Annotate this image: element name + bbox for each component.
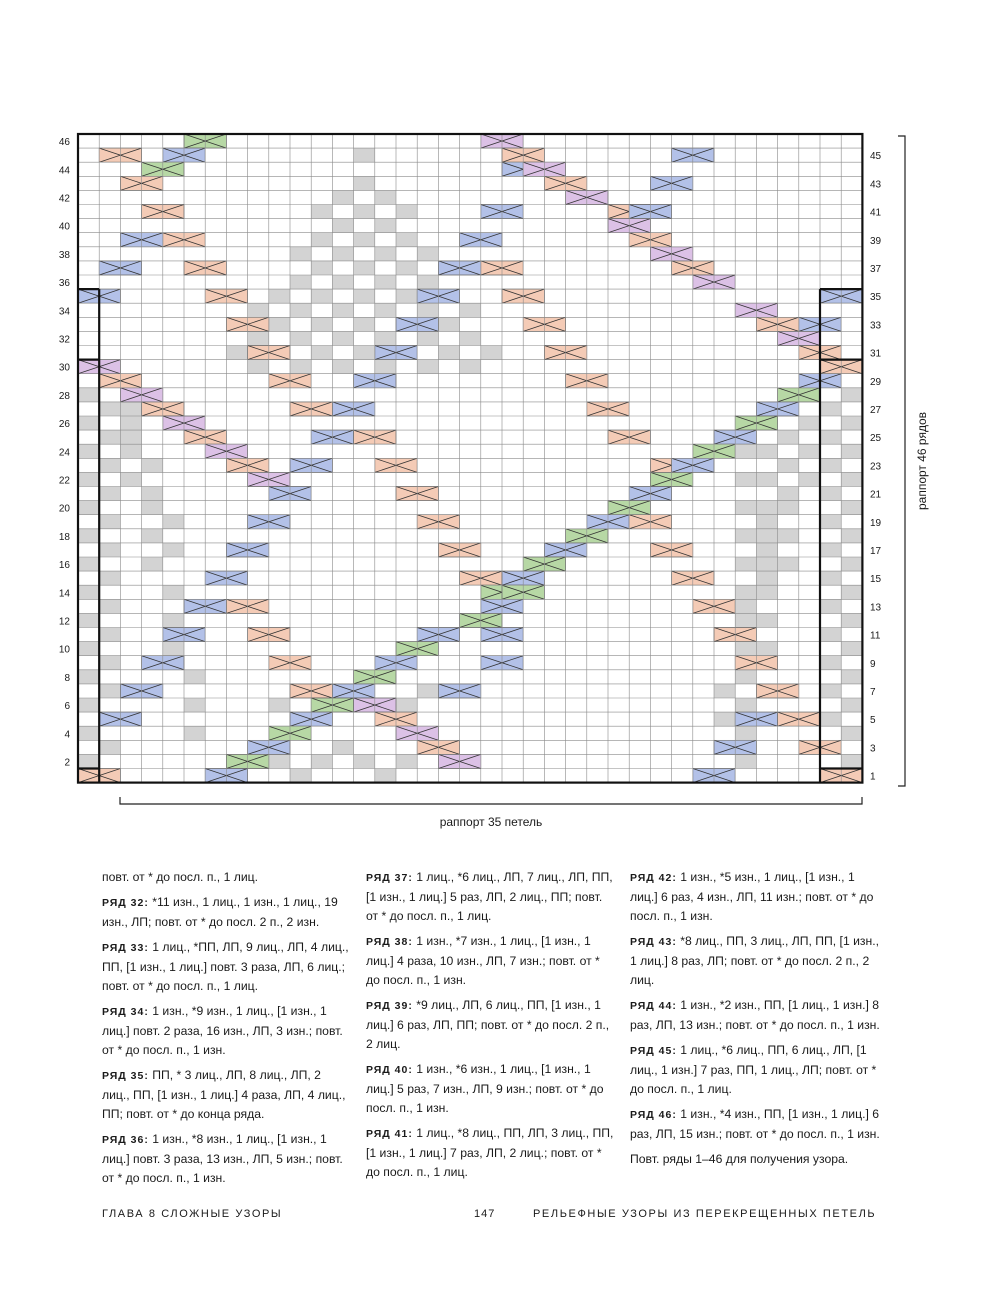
shaded-cell <box>735 444 756 458</box>
shaded-cell <box>841 472 862 486</box>
shaded-cell <box>841 670 862 684</box>
shaded-cell <box>332 275 353 289</box>
shaded-cell <box>78 698 99 712</box>
shaded-cell <box>375 331 396 345</box>
row-label: РЯД 32: <box>102 897 149 909</box>
row-label: РЯД 43: <box>630 936 677 948</box>
shaded-cell <box>799 444 820 458</box>
shaded-cell <box>78 642 99 656</box>
shaded-cell <box>269 289 290 303</box>
shaded-cell <box>820 712 841 726</box>
row-text: 1 изн., *4 изн., ПП, [1 изн., 1 лиц.] 6 раз, ЛП, 15 изн.; повт. от * до посл. п., 1 изн. <box>630 1107 880 1141</box>
row-number-right: 37 <box>870 264 882 275</box>
row-numbers-left <box>59 137 71 768</box>
row-label: РЯД 37: <box>366 872 413 884</box>
shaded-cell <box>820 402 841 416</box>
shaded-cell <box>354 148 375 162</box>
shaded-cell <box>99 487 120 501</box>
shaded-cell <box>78 613 99 627</box>
row-number-right: 39 <box>870 235 882 247</box>
shaded-cell <box>820 430 841 444</box>
shaded-cell <box>290 247 311 261</box>
shaded-cell <box>332 331 353 345</box>
shaded-cell <box>311 317 332 331</box>
shaded-cell <box>163 613 184 627</box>
shaded-cell <box>78 557 99 571</box>
row-text: повт. от * до посл. п., 1 лиц. <box>102 870 259 884</box>
shaded-cell <box>756 444 777 458</box>
shaded-cell <box>163 642 184 656</box>
shaded-cell <box>417 303 438 317</box>
shaded-cell <box>735 557 756 571</box>
shaded-cell <box>78 388 99 402</box>
row-label: РЯД 46: <box>630 1109 677 1121</box>
row-number-right: 45 <box>870 151 882 163</box>
shaded-cell <box>142 487 163 501</box>
shaded-cell <box>778 458 799 472</box>
row-number-right: 31 <box>870 348 882 360</box>
shaded-cell <box>354 261 375 275</box>
shaded-cell <box>99 628 120 642</box>
shaded-cell <box>354 289 375 303</box>
shaded-cell <box>820 543 841 557</box>
shaded-cell <box>290 769 311 783</box>
shaded-cell <box>311 233 332 247</box>
row-number-left: 42 <box>58 193 70 205</box>
shaded-cell <box>778 487 799 501</box>
row-label: РЯД 45: <box>630 1045 677 1057</box>
section-footer: РЕЛЬЕФНЫЕ УЗОРЫ ИЗ ПЕРЕКРЕЩЕННЫХ ПЕТЕЛЬ <box>533 1208 877 1220</box>
row-label: РЯД 44: <box>630 1000 677 1012</box>
shaded-cell <box>78 472 99 486</box>
shaded-cell <box>460 331 481 345</box>
shaded-cell <box>714 684 735 698</box>
shaded-cell <box>78 416 99 430</box>
shaded-cell <box>841 698 862 712</box>
row-number-right: 35 <box>870 292 882 304</box>
row-label: РЯД 40: <box>366 1064 413 1076</box>
shaded-cell <box>756 529 777 543</box>
row-number-left: 12 <box>58 616 70 628</box>
row-numbers-right <box>870 151 882 782</box>
shaded-cell <box>820 628 841 642</box>
shaded-cell <box>714 712 735 726</box>
shaded-cell <box>248 360 269 374</box>
instruction-paragraph <box>366 932 616 990</box>
row-repeat-label: раппорт 46 рядов <box>915 411 929 511</box>
row-label: РЯД 41: <box>366 1128 413 1140</box>
instruction-paragraph <box>102 1066 352 1124</box>
shaded-cell <box>99 599 120 613</box>
instruction-paragraph <box>630 932 880 990</box>
row-text: 1 изн., *9 изн., 1 лиц., [1 изн., 1 лиц.] повт. 2 раза, 16 изн., ЛП, 3 изн.; повт. от * до посл. п., 1 изн. <box>102 1004 343 1057</box>
shaded-cell <box>120 416 141 430</box>
shaded-cell <box>226 346 247 360</box>
shaded-cell <box>184 698 205 712</box>
shaded-cell <box>120 430 141 444</box>
shaded-cell <box>460 303 481 317</box>
instruction-paragraph <box>102 1130 352 1188</box>
shaded-cell <box>332 360 353 374</box>
shaded-cell <box>99 430 120 444</box>
row-text: 1 изн., *6 изн., 1 лиц., [1 изн., 1 лиц.] 5 раз, 7 изн., ЛП, 9 изн.; повт. от * до посл. п., 1 изн. <box>366 1062 604 1115</box>
shaded-cell <box>396 754 417 768</box>
row-number-left: 32 <box>58 334 70 346</box>
shaded-cell <box>332 190 353 204</box>
shaded-cell <box>735 698 756 712</box>
shaded-cell <box>269 317 290 331</box>
shaded-cell <box>841 726 862 740</box>
shaded-cell <box>735 642 756 656</box>
row-text: *9 лиц., ЛП, 6 лиц., ПП, [1 изн., 1 лиц.] 6 раз, ЛП, ПП; повт. от * до посл. 2 п., 2 лиц. <box>366 998 610 1051</box>
shaded-cell <box>248 303 269 317</box>
row-number-left: 2 <box>64 757 70 769</box>
shaded-cell <box>799 472 820 486</box>
shaded-cell <box>799 416 820 430</box>
instructions-column-3 <box>630 868 880 1175</box>
shaded-cell <box>290 303 311 317</box>
shaded-cell <box>735 472 756 486</box>
row-number-right: 13 <box>870 602 882 614</box>
shaded-cell <box>99 402 120 416</box>
row-number-left: 34 <box>58 306 70 318</box>
shaded-cell <box>438 346 459 360</box>
shaded-cell <box>841 501 862 515</box>
instructions-column-2 <box>366 868 616 1188</box>
shaded-cell <box>841 613 862 627</box>
instruction-paragraph <box>366 1060 616 1118</box>
shaded-cell <box>99 740 120 754</box>
shaded-cell <box>78 754 99 768</box>
row-number-right: 27 <box>870 405 882 416</box>
shaded-cell <box>396 233 417 247</box>
shaded-cell <box>417 275 438 289</box>
row-number-right: 33 <box>870 320 882 332</box>
row-number-left: 16 <box>58 560 70 572</box>
instructions-column-1 <box>102 868 352 1194</box>
shaded-cell <box>184 726 205 740</box>
row-number-left: 22 <box>58 475 70 487</box>
shaded-cell <box>120 402 141 416</box>
row-text: 1 лиц., *8 лиц., ПП, ЛП, 3 лиц., ПП, [1 изн., 1 лиц.] 7 раз, ЛП, 2 лиц.; повт. от * до посл. п., 1 лиц. <box>366 1126 614 1179</box>
stitch-repeat-label: раппорт 35 петель <box>439 815 543 829</box>
shaded-cell <box>120 444 141 458</box>
shaded-cell <box>163 585 184 599</box>
instruction-paragraph <box>630 1105 880 1144</box>
shaded-cell <box>142 458 163 472</box>
shaded-cell <box>820 656 841 670</box>
row-number-right: 25 <box>870 433 882 445</box>
row-number-left: 46 <box>58 137 70 149</box>
shaded-cell <box>78 585 99 599</box>
row-number-left: 10 <box>58 644 70 656</box>
shaded-cell <box>142 557 163 571</box>
shaded-cell <box>375 275 396 289</box>
shaded-cell <box>99 684 120 698</box>
row-number-right: 1 <box>870 771 876 783</box>
shaded-cell <box>163 543 184 557</box>
shaded-cell <box>99 543 120 557</box>
shaded-cell <box>78 529 99 543</box>
shaded-cell <box>735 529 756 543</box>
chapter-footer: ГЛАВА 8 СЛОЖНЫЕ УЗОРЫ <box>102 1208 283 1220</box>
shaded-cell <box>184 670 205 684</box>
shaded-cell <box>756 571 777 585</box>
row-text: 1 лиц., *ПП, ЛП, 9 лиц., ЛП, 4 лиц., ПП, [1 изн., 1 лиц.] повт. 3 раза, ЛП, 6 лиц.; повт. от * до посл. п., 1 лиц. <box>102 940 349 993</box>
shaded-cell <box>735 501 756 515</box>
instruction-paragraph <box>366 868 616 926</box>
row-text: 1 изн., *7 изн., 1 лиц., [1 изн., 1 лиц.] 4 раза, 10 изн., ЛП, 7 изн.; повт. от * до посл. п., 1 изн. <box>366 934 600 987</box>
row-number-left: 44 <box>58 165 70 177</box>
row-number-left: 4 <box>64 729 70 741</box>
shaded-cell <box>290 331 311 345</box>
shaded-cell <box>417 360 438 374</box>
row-number-right: 7 <box>870 687 876 698</box>
shaded-cell <box>820 515 841 529</box>
row-repeat-bracket <box>898 136 929 786</box>
row-label: РЯД 42: <box>630 872 677 884</box>
shaded-cell <box>311 261 332 275</box>
shaded-cell <box>99 571 120 585</box>
shaded-cell <box>78 670 99 684</box>
shaded-cell <box>311 289 332 303</box>
shaded-cell <box>396 289 417 303</box>
shaded-cell <box>269 754 290 768</box>
shaded-cell <box>756 613 777 627</box>
instruction-paragraph <box>102 938 352 996</box>
shaded-cell <box>311 754 332 768</box>
shaded-cell <box>375 303 396 317</box>
row-label: РЯД 38: <box>366 936 413 948</box>
shaded-cell <box>120 472 141 486</box>
row-number-right: 15 <box>870 574 882 586</box>
row-number-right: 41 <box>870 207 882 219</box>
shaded-cell <box>841 557 862 571</box>
row-number-left: 30 <box>58 362 70 374</box>
row-number-left: 26 <box>58 419 70 431</box>
shaded-cell <box>354 317 375 331</box>
shaded-cell <box>78 726 99 740</box>
shaded-cell <box>756 585 777 599</box>
row-label: РЯД 34: <box>102 1006 149 1018</box>
instruction-paragraph <box>102 1002 352 1060</box>
shaded-cell <box>354 176 375 190</box>
shaded-cell <box>481 346 502 360</box>
page-number: 147 <box>474 1208 496 1220</box>
shaded-cell <box>735 726 756 740</box>
row-label: РЯД 35: <box>102 1070 149 1082</box>
row-text: 1 лиц., *6 лиц., ЛП, 7 лиц., ЛП, ПП, [1 изн., 1 лиц.] 5 раз, ЛП, 2 лиц., ПП; повт. от * до посл. п., 1 лиц. <box>366 870 613 923</box>
instruction-paragraph <box>102 893 352 932</box>
shaded-cell <box>78 501 99 515</box>
shaded-cell <box>354 346 375 360</box>
shaded-cell <box>820 487 841 501</box>
shaded-cell <box>841 388 862 402</box>
shaded-cell <box>396 205 417 219</box>
shaded-cell <box>332 247 353 261</box>
shaded-cell <box>841 642 862 656</box>
shaded-cell <box>354 233 375 247</box>
row-number-left: 38 <box>58 249 70 261</box>
shaded-cell <box>417 331 438 345</box>
shaded-cell <box>735 599 756 613</box>
shaded-cell <box>778 557 799 571</box>
shaded-cell <box>841 416 862 430</box>
shaded-cell <box>375 769 396 783</box>
shaded-cell <box>735 585 756 599</box>
shaded-cell <box>820 458 841 472</box>
shaded-cell <box>841 585 862 599</box>
shaded-cell <box>290 360 311 374</box>
row-text: Повт. ряды 1–46 для получения узора. <box>630 1152 849 1166</box>
shaded-cell <box>841 754 862 768</box>
shaded-cell <box>290 275 311 289</box>
shaded-cell <box>248 331 269 345</box>
shaded-cell <box>460 360 481 374</box>
row-label: РЯД 36: <box>102 1134 149 1146</box>
shaded-cell <box>142 501 163 515</box>
shaded-cell <box>735 670 756 684</box>
shaded-cell <box>778 501 799 515</box>
row-text: 1 изн., *8 изн., 1 лиц., [1 изн., 1 лиц.] повт. 3 раза, 13 изн., ЛП, 5 изн.; повт. от * до посл. п., 1 изн. <box>102 1132 343 1185</box>
shaded-cell <box>778 529 799 543</box>
row-number-right: 17 <box>870 546 882 557</box>
shaded-cell <box>269 698 290 712</box>
row-number-right: 3 <box>870 743 876 755</box>
row-number-right: 19 <box>870 517 882 529</box>
stitch-repeat-bracket <box>120 797 862 829</box>
shaded-cell <box>438 317 459 331</box>
shaded-cell <box>163 515 184 529</box>
shaded-cell <box>354 205 375 219</box>
row-label: РЯД 33: <box>102 942 149 954</box>
shaded-cell <box>375 190 396 204</box>
shaded-cell <box>841 529 862 543</box>
shaded-cell <box>820 571 841 585</box>
row-number-right: 21 <box>870 489 882 501</box>
row-text: *11 изн., 1 лиц., 1 изн., 1 лиц., 19 изн., ЛП; повт. от * до посл. 2 п., 2 изн. <box>102 895 338 929</box>
row-text: *8 лиц., ПП, 3 лиц., ЛП, ПП, [1 изн., 1 лиц.] 8 раз, ЛП; повт. от * до посл. 2 п., 2 лиц. <box>630 934 880 987</box>
shaded-cell <box>735 613 756 627</box>
row-label: РЯД 39: <box>366 1000 413 1012</box>
shaded-cell <box>78 444 99 458</box>
row-number-right: 23 <box>870 461 882 473</box>
shaded-cell <box>756 557 777 571</box>
shaded-cell <box>841 444 862 458</box>
shaded-cell <box>375 219 396 233</box>
row-number-left: 40 <box>58 221 70 233</box>
shaded-cell <box>417 247 438 261</box>
shaded-cell <box>396 261 417 275</box>
shaded-cell <box>311 205 332 219</box>
shaded-cell <box>756 472 777 486</box>
shaded-cell <box>756 515 777 529</box>
instruction-paragraph <box>102 868 352 887</box>
shaded-cell <box>354 754 375 768</box>
instruction-paragraph <box>366 996 616 1054</box>
shaded-cell <box>820 684 841 698</box>
shaded-cell <box>375 247 396 261</box>
row-number-right: 9 <box>870 658 876 670</box>
instruction-paragraph <box>630 1150 880 1169</box>
row-number-right: 11 <box>870 630 881 642</box>
shaded-cell <box>99 515 120 529</box>
shaded-cell <box>417 684 438 698</box>
row-number-left: 14 <box>58 588 70 600</box>
row-number-left: 18 <box>58 531 70 543</box>
shaded-cell <box>142 529 163 543</box>
shaded-cell <box>311 346 332 360</box>
row-number-left: 36 <box>58 278 70 290</box>
shaded-cell <box>99 458 120 472</box>
row-text: 1 лиц., *6 лиц., ПП, 6 лиц., ЛП, [1 лиц., 1 изн.] 7 раз, ПП, 1 лиц., ЛП; повт. от * до посл. п., 1 лиц. <box>630 1043 877 1096</box>
row-number-right: 5 <box>870 715 876 727</box>
shaded-cell <box>756 501 777 515</box>
shaded-cell <box>756 543 777 557</box>
instruction-paragraph <box>630 868 880 926</box>
instruction-paragraph <box>630 1041 880 1099</box>
row-number-left: 6 <box>64 701 70 713</box>
shaded-cell <box>778 430 799 444</box>
shaded-cell <box>332 219 353 233</box>
row-number-right: 43 <box>870 179 882 191</box>
instruction-paragraph <box>630 996 880 1035</box>
row-text: ПП, * 3 лиц., ЛП, 8 лиц., ЛП, 2 лиц., ПП, [1 изн., 1 лиц.] 4 раза, ЛП, 4 лиц., ПП; повт. от * до конца ряда. <box>102 1068 346 1121</box>
row-text: 1 изн., *2 изн., ПП, [1 лиц., 1 изн.] 8 раз, ЛП, 13 изн.; повт. от * до посл. п., 1 изн. <box>630 998 880 1032</box>
shaded-cell <box>820 599 841 613</box>
row-number-left: 20 <box>58 503 70 515</box>
row-number-right: 29 <box>870 376 882 388</box>
shaded-cell <box>99 656 120 670</box>
shaded-cell <box>396 698 417 712</box>
shaded-cell <box>735 754 756 768</box>
row-text: 1 изн., *5 изн., 1 лиц., [1 изн., 1 лиц.] 6 раз, 4 изн., ЛП, 11 изн.; повт. от * до посл. п., 1 изн. <box>630 870 874 923</box>
instruction-paragraph <box>366 1124 616 1182</box>
shaded-cell <box>375 360 396 374</box>
shaded-cell <box>332 740 353 754</box>
shaded-cell <box>332 303 353 317</box>
row-number-left: 28 <box>58 390 70 402</box>
row-number-left: 24 <box>58 447 70 459</box>
shaded-cell <box>756 642 777 656</box>
row-number-left: 8 <box>64 672 70 684</box>
